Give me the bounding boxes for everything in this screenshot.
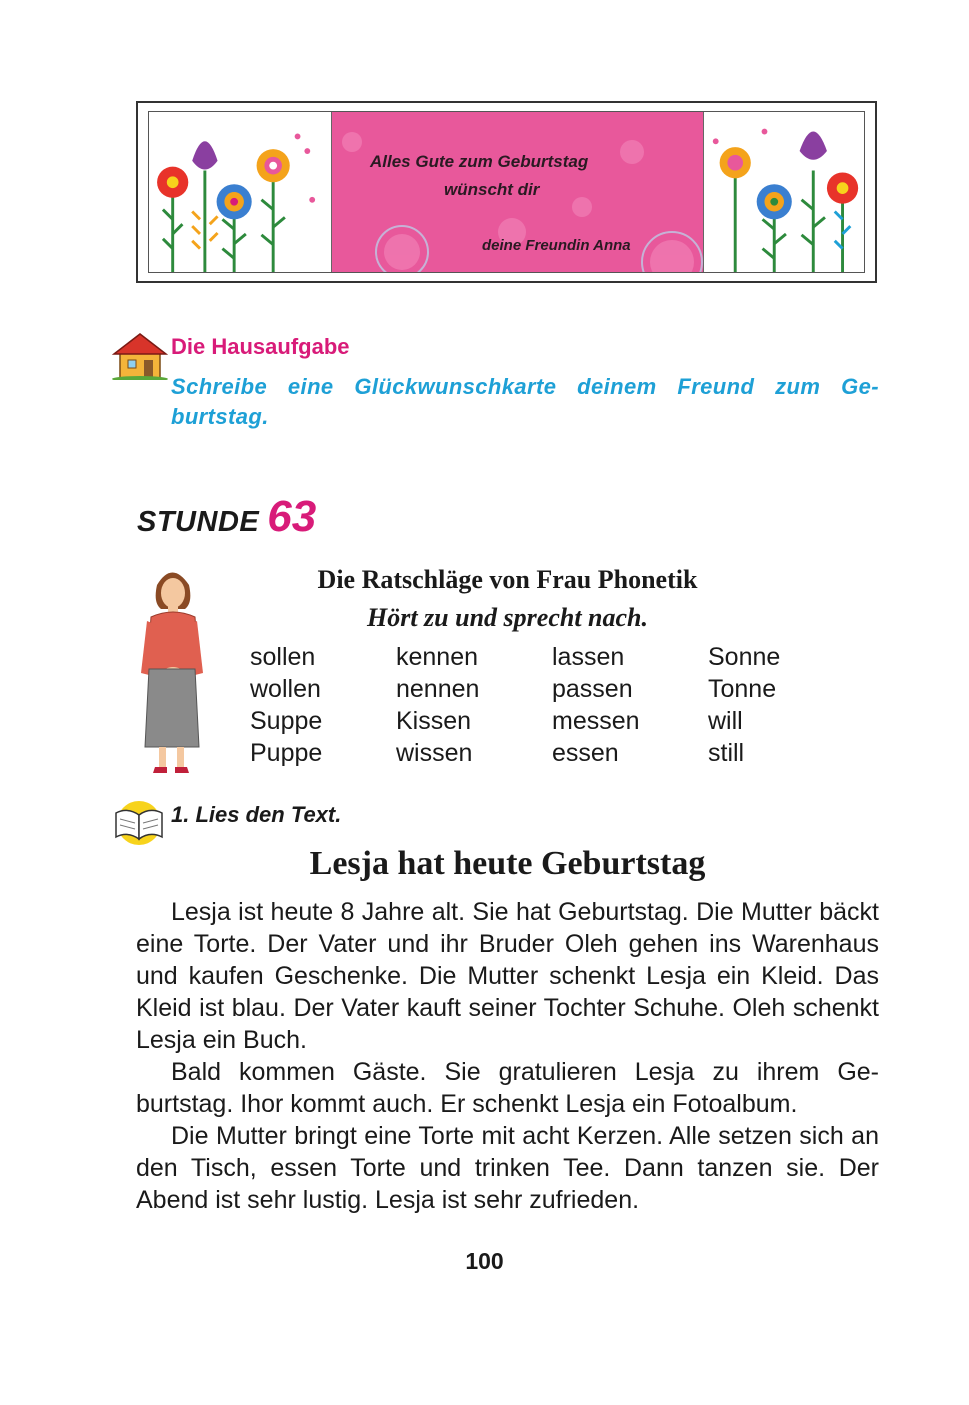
word: wissen	[396, 739, 473, 767]
story-paragraph: Die Mutter bringt eine Torte mit acht Kerzen. Alle setzen sich an den Tisch, essen Torte und trinken Tee. Dann tanzen sie. Der Abend ist sehr lustig. Lesja ist sehr zufrieden.	[136, 1122, 879, 1214]
homework-text: Schreibe eine Glückwunschkarte deinem Freund zum Ge-burtstag.	[171, 374, 879, 429]
lesson-heading	[137, 492, 316, 542]
word: Sonne	[708, 643, 781, 671]
greeting-card-center	[331, 112, 704, 272]
flowers-right-illustration	[704, 112, 864, 272]
word-column	[708, 641, 858, 769]
word: still	[708, 739, 745, 767]
flowers-left-illustration	[149, 112, 331, 272]
greeting-card-frame	[148, 111, 865, 273]
word: Suppe	[250, 707, 323, 735]
lesson-label: STUNDE	[137, 506, 260, 538]
homework-title: Die Hausaufgabe	[171, 334, 350, 359]
word: wollen	[250, 675, 321, 703]
house-icon	[110, 330, 168, 380]
phonetics-title: Die Ratschläge von Frau Phonetik	[317, 565, 698, 594]
word: Tonne	[708, 675, 777, 703]
card-signature: deine Freundin Anna	[482, 237, 631, 254]
word: lassen	[552, 643, 625, 671]
text-title: Lesja hat heute Geburtstag	[309, 845, 706, 882]
frau-phonetik-illustration	[137, 565, 207, 775]
word: sollen	[250, 643, 316, 671]
story-paragraph: Lesja ist heute 8 Jahre alt. Sie hat Geburtstag. Die Mutter bäckt eine Torte. Der Vater und ihr Bruder Oleh gehen ins Warenhaus und kaufen Geschenke. Die Mutter schenkt Lesja ein Kleid. Das Kleid ist blau. Der Vater kauft seiner Tochter Schuhe. Oleh schenkt Lesja ein Buch.	[136, 898, 879, 1054]
greeting-card	[136, 101, 877, 283]
word-column	[250, 641, 400, 769]
word-column	[552, 641, 702, 769]
word: Kissen	[396, 707, 472, 735]
task-instruction: 1. Lies den Text.	[171, 802, 342, 827]
story-paragraph: Bald kommen Gäste. Sie gratulieren Lesja zu ihrem Ge-burtstag. Ihor kommt auch. Er schenkt Lesja ein Fotoalbum.	[136, 1058, 879, 1118]
word: passen	[552, 675, 633, 703]
word: kennen	[396, 643, 479, 671]
story-text	[136, 896, 879, 1216]
lesson-number: 63	[267, 492, 317, 541]
word: will	[708, 707, 743, 735]
word: essen	[552, 739, 619, 767]
card-greeting-line: Alles Gute zum Geburtstag	[370, 152, 589, 171]
page-number: 100	[465, 1248, 504, 1274]
phonetics-instruction: Hört zu und sprecht nach.	[366, 603, 649, 632]
word-column	[396, 641, 546, 769]
book-icon	[110, 795, 168, 845]
word: Puppe	[250, 739, 323, 767]
word: nennen	[396, 675, 480, 703]
word: messen	[552, 707, 640, 735]
card-greeting-line: wünscht dir	[444, 180, 540, 199]
